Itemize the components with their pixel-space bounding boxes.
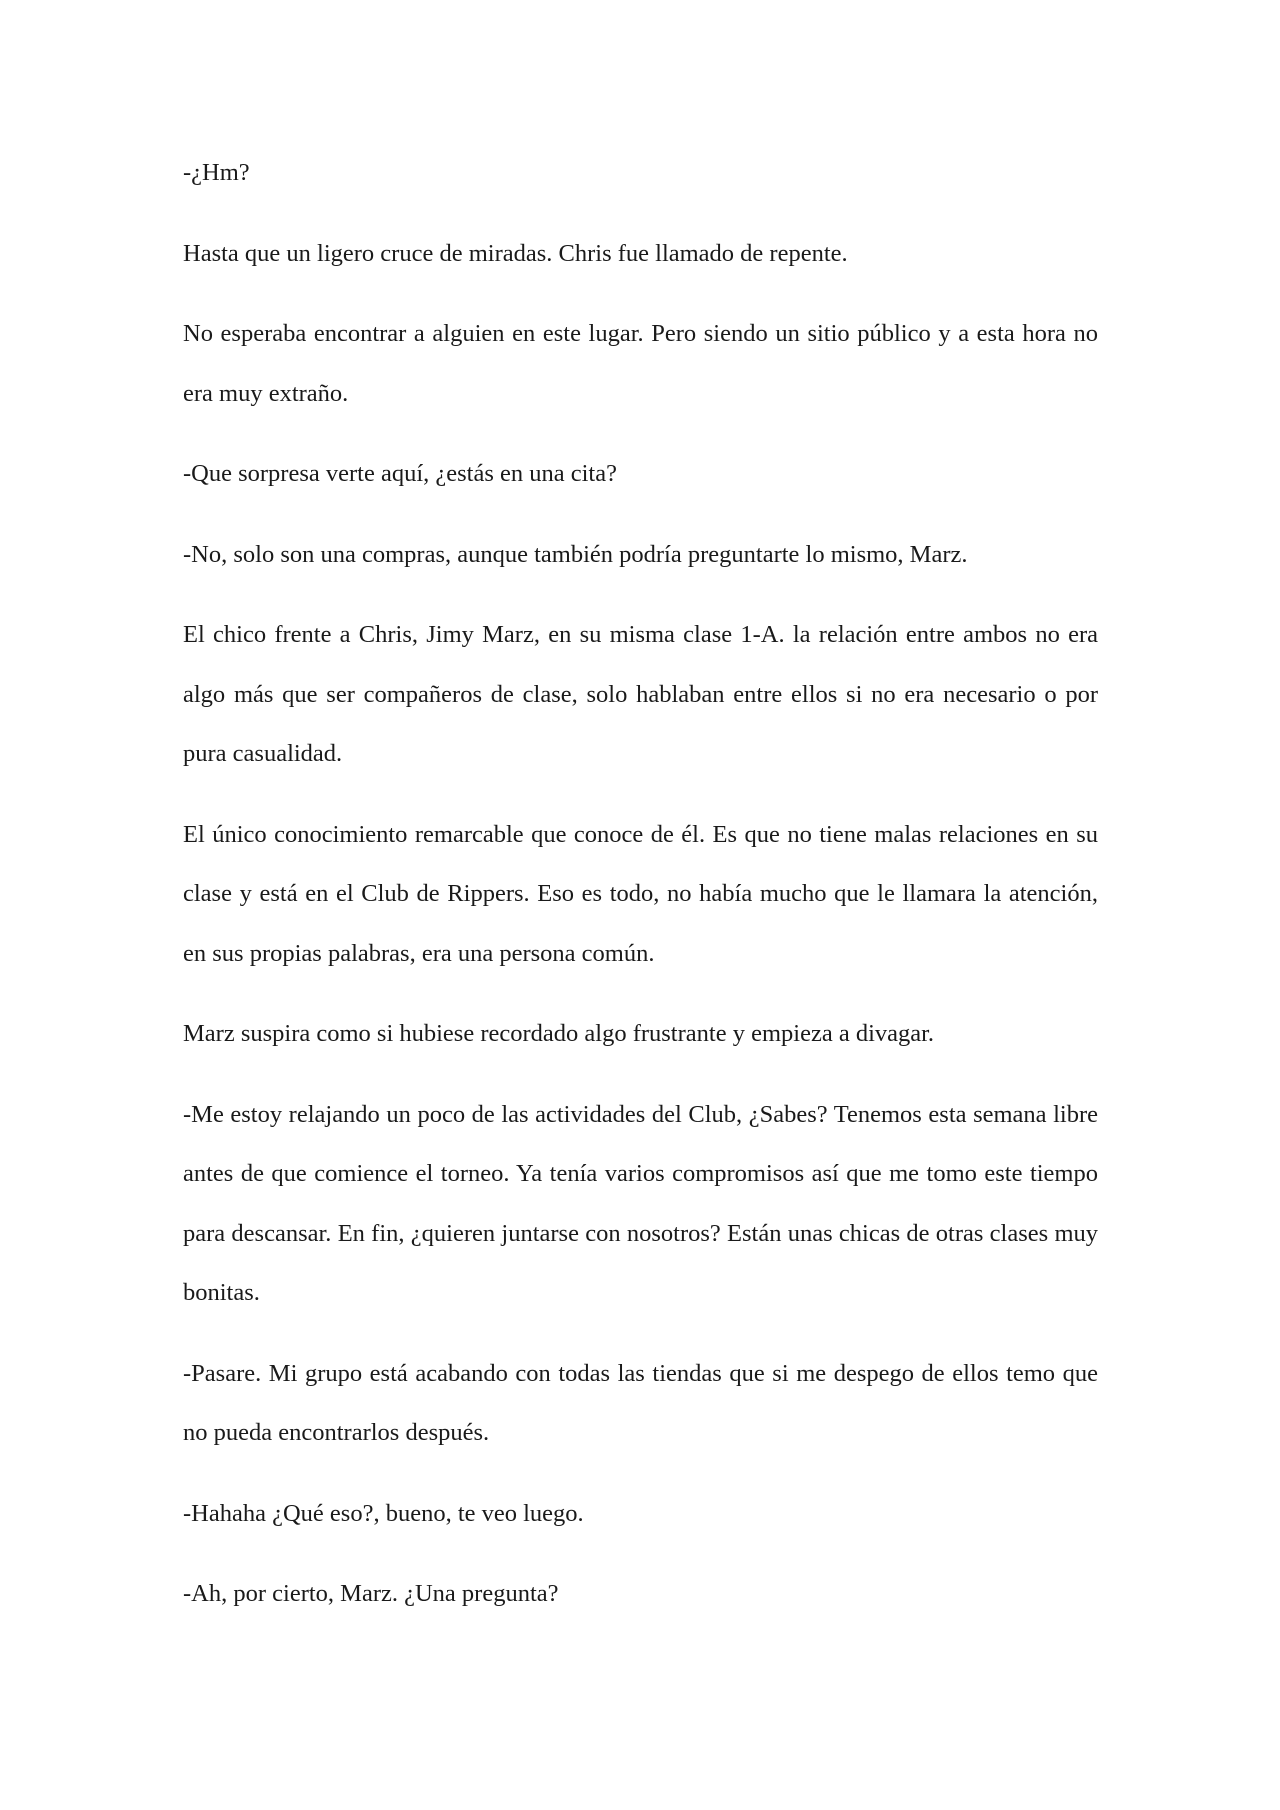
paragraph: Marz suspira como si hubiese recordado algo frustrante y empieza a divagar. <box>183 1020 935 1047</box>
paragraph: El chico frente a Chris, Jimy Marz, en su misma clase 1-A. la relación entre ambos no era algo más que ser compañeros de clase, solo hablaban entre ellos si no era necesario o por pura casualidad. <box>183 621 1098 767</box>
paragraph: -Que sorpresa verte aquí, ¿estás en una cita? <box>183 460 617 487</box>
paragraph: -¿Hm? <box>183 159 250 186</box>
document-body <box>183 143 1098 1645</box>
paragraph: -Me estoy relajando un poco de las actividades del Club, ¿Sabes? Tenemos esta semana libre antes de que comience el torneo. Ya tenía varios compromisos así que me tomo este tiempo para descansar. En fin, ¿quieren juntarse con nosotros? Están unas chicas de otras clases muy bonitas. <box>183 1100 1098 1306</box>
paragraph: -Hahaha ¿Qué eso?, bueno, te veo luego. <box>183 1499 584 1527</box>
paragraph: No esperaba encontrar a alguien en este lugar. Pero siendo un sitio público y a esta hora no era muy extraño. <box>183 320 1098 407</box>
paragraph: Hasta que un ligero cruce de miradas. Chris fue llamado de repente. <box>183 239 848 267</box>
paragraph: -Pasare. Mi grupo está acabando con todas las tiendas que si me despego de ellos temo que no pueda encontrarlos después. <box>183 1359 1098 1446</box>
paragraph: El único conocimiento remarcable que conoce de él. Es que no tiene malas relaciones en su clase y está en el Club de Rippers. Eso es todo, no había mucho que le llamara la atención, en sus propias palabras, era una persona común. <box>183 820 1098 967</box>
paragraph: -Ah, por cierto, Marz. ¿Una pregunta? <box>183 1580 559 1607</box>
paragraph: -No, solo son una compras, aunque también podría preguntarte lo mismo, Marz. <box>183 540 968 568</box>
